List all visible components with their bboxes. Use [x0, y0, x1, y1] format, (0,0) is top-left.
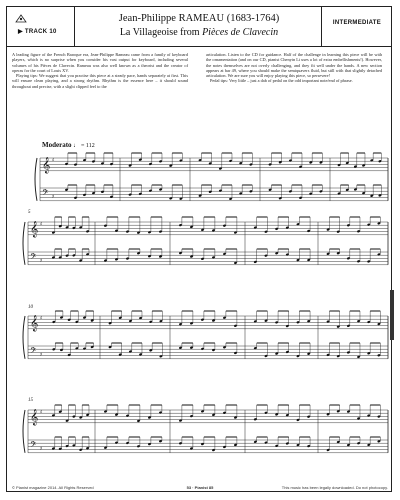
bass-clef-icon: 𝄢 — [30, 441, 37, 452]
composer-line: Jean-Philippe RAMEAU (1683-1764) — [118, 13, 280, 24]
intro-paragraph: articulation. Listen to the CD for guidance. Half of the challenge in learning this piece will be with the ornamentation (and on our CD, pianist Chenyin Li uses a lot of extra embellishments!). However, the notes themselves are not overly challenging, and they fit well under the hands. A new section appears at bar 49, where you should make the semiquavers fluid, but still with that slightly detached articulation. We are sure you will enjoy playing this piece, so persevere! — [206, 52, 382, 79]
measure-number: 15 — [28, 398, 33, 403]
sharp-icon: ♯ — [40, 315, 43, 322]
sharp-icon: ♯ — [52, 193, 55, 200]
play-icon: ▶ — [18, 29, 23, 35]
intro-paragraph: Playing tips: We suggest that you practise this piece at a steady pace, hands separately at first. This will ensure clean playing, and a strong rhythm. Rhythm is the essence here – it should sound throughout and precise, with a slight clipped feel to the — [12, 73, 188, 89]
bass-clef-icon: 𝄢 — [30, 347, 37, 358]
brace — [23, 222, 25, 265]
bass-clef-icon: 𝄢 — [42, 189, 49, 200]
bass-clef-icon: 𝄢 — [30, 253, 37, 264]
copyright-text: © Pianist magazine 2014. All Rights Reserved — [12, 485, 94, 490]
measure-number: 10 — [28, 305, 33, 310]
page-number: 53 · Pianist 85 — [186, 485, 214, 490]
sharp-icon: ♯ — [52, 157, 55, 164]
treble-clef-icon: 𝄞 — [30, 409, 39, 426]
treble-clef-icon: 𝄞 — [42, 157, 51, 174]
quarter-note-icon: ♩ — [73, 143, 80, 149]
intro-paragraph: Pedal tips: Very little – just a dab of pedal on the odd important note/end of phrase. — [210, 78, 353, 84]
treble-clef-icon: 𝄞 — [30, 221, 39, 238]
intro-paragraph: A leading figure of the French Baroque era, Jean-Philippe Rameau came from a family of keyboard players, which is no surprise when you consider his vast output for keyboard, including several volumes of his Pièces de Clavecin. Rameau was also well known as a theorist and the creator of operas for the court of Louis XV. — [12, 52, 188, 73]
brace — [35, 158, 37, 201]
sharp-icon: ♯ — [40, 257, 43, 264]
level-badge: INTERMEDIATE — [332, 20, 382, 26]
track-text: TRACK 10 — [24, 29, 57, 35]
piece-title-text: La Villageoise from — [119, 27, 203, 38]
sharp-icon: ♯ — [40, 409, 43, 416]
piece-source: Pièces de Clavecin — [202, 27, 279, 38]
brace — [23, 316, 25, 359]
treble-clef-icon: 𝄞 — [30, 315, 39, 332]
tempo-word: Moderato — [42, 141, 72, 149]
sharp-icon: ♯ — [40, 351, 43, 358]
sharp-icon: ♯ — [40, 445, 43, 452]
brace — [23, 410, 25, 453]
download-notice: This music has been legally downloaded. Do not photocopy. — [281, 485, 388, 490]
page-side-tab — [390, 290, 394, 340]
measure-number: 5 — [28, 210, 31, 215]
tempo-value: = 112 — [81, 143, 95, 149]
sharp-icon: ♯ — [40, 221, 43, 228]
